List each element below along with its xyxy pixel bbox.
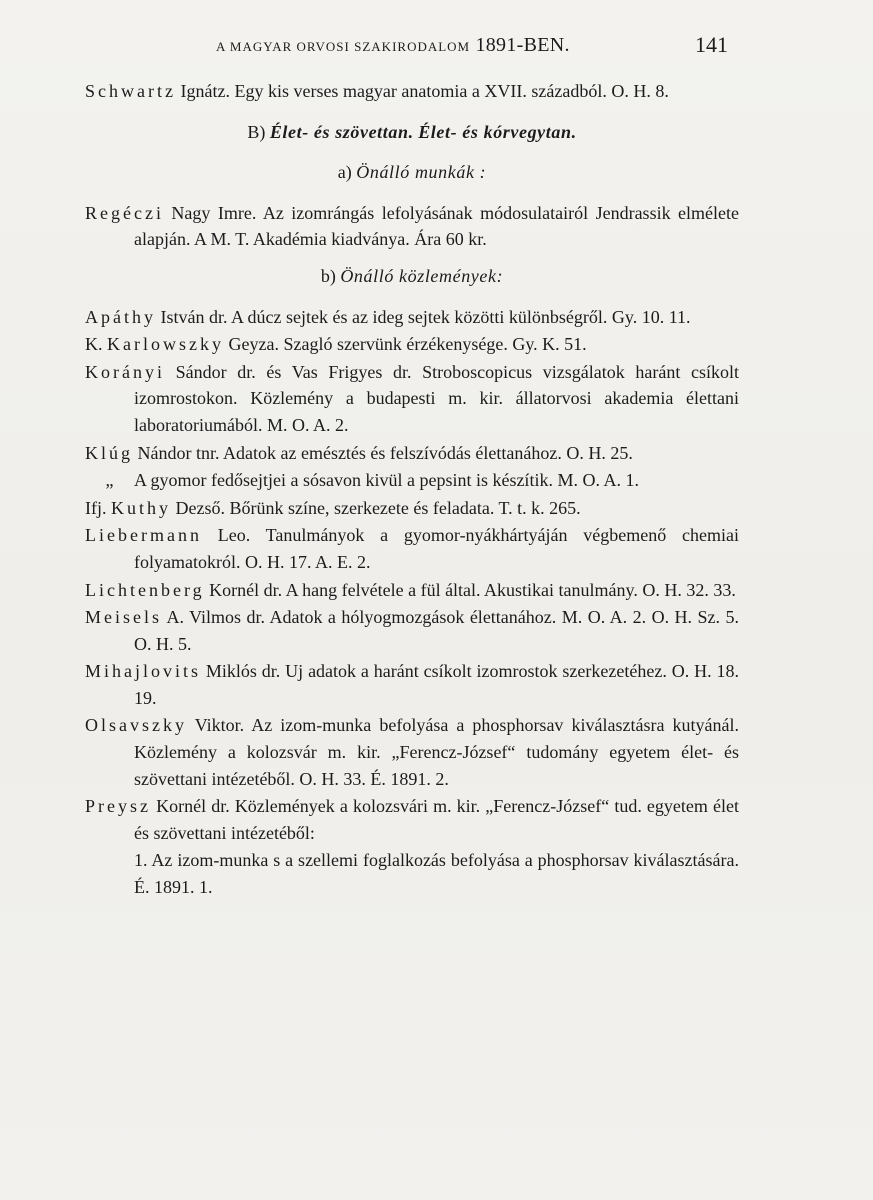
section-letter: B) (247, 121, 266, 142)
subsection-heading (85, 263, 739, 290)
entry-text: Nándor tnr. Adatok az emésztés és felszívódás élettanához. O. H. 25. (133, 442, 633, 463)
page-body (85, 78, 739, 901)
entry-author: Klúg (85, 442, 133, 463)
entry-text: Ignátz. Egy kis verses magyar anatomia a XVII. századból. O. H. 8. (175, 81, 669, 101)
section-title-a: Élet- és szövettan. (269, 121, 414, 142)
entry-author: Karlowszky (107, 334, 224, 355)
bibliography-entry (85, 440, 739, 467)
bibliography-entry (85, 495, 739, 522)
entry-prefix: Ifj. (85, 497, 111, 518)
bibliography-entry (85, 522, 739, 575)
bibliography-entry (85, 793, 739, 846)
entry-text: Miklós dr. Uj adatok a haránt csíkolt izomrostok szerkezetéhez. O. H. 18. 19. (134, 661, 739, 708)
entry-prefix: K. (85, 334, 107, 355)
entry-author: Mihajlovits (85, 661, 202, 682)
entry-text: A. Vilmos dr. Adatok a hólyogmozgások élettanához. M. O. A. 2. O. H. Sz. 5. O. H. 5. (134, 607, 739, 654)
entry-text: Viktor. Az izom-munka befolyása a phosphorsav kiválasztásra kutyánál. Közlemény a kolozsvár m. kir. „Ferencz-József“ tudomány egyetem élet- és szövettani intézetéből. O. H. 33. É. 1891. 2. (134, 715, 739, 789)
entry-author: Lichtenberg (85, 579, 205, 600)
entry-author: Preysz (85, 796, 151, 817)
entry-text: Sándor dr. és Vas Frigyes dr. Stroboscopicus vizsgálatok haránt csíkolt izomrostokon. Közlemény a budapesti m. kir. állatorvosi akademia élettani laboratoriumából. M. O. A. 2. (134, 361, 739, 435)
entry-author: Meisels (85, 607, 162, 628)
entry-text: Geyza. Szagló szervünk érzékenysége. Gy. K. 51. (223, 334, 587, 355)
entry-author: Liebermann (85, 525, 202, 546)
entry-text: Kornél dr. A hang felvétele a fül által. Akustikai tanulmány. O. H. 32. 33. (204, 579, 736, 600)
entry-text: Dezső. Bőrünk színe, szerkezete és feladata. T. t. k. 265. (171, 497, 581, 518)
running-head-year: 1891-BEN. (475, 34, 570, 56)
section-title-b: Élet- és kórvegytan. (418, 121, 577, 142)
bibliography-entry (85, 658, 739, 711)
entry-text: István dr. A dúcz sejtek és az ideg sejtek közötti különbségről. Gy. 10. 11. (156, 306, 691, 327)
running-head (216, 34, 570, 57)
entry-author: Regéczi (85, 202, 164, 223)
page-header (0, 28, 873, 68)
entry-text: Kornél dr. Közlemények a kolozsvári m. kir. „Ferencz-József“ tud. egyetem élet és szövettani intézetéből: (134, 796, 739, 843)
bibliography-entry (85, 200, 739, 253)
bibliography-entry (85, 604, 739, 657)
entry-author: Olsavszky (85, 715, 187, 736)
subsection-title: Önálló közlemények: (340, 265, 504, 286)
subsection-heading (85, 159, 739, 186)
page-number: 141 (695, 32, 728, 57)
entry-author: Korányi (85, 361, 165, 382)
bibliography-entry (85, 467, 739, 494)
subsection-letter: b) (320, 265, 336, 286)
ditto-mark: „ (105, 470, 114, 491)
entry-text: A gyomor fedősejtjei a sósavon kivül a pepsint is készítik. M. O. A. 1. (134, 470, 639, 491)
entry-text: Leo. Tanulmányok a gyomor-nyákhártyáján végbemenő chemiai folyamatokról. O. H. 17. A. E. 2. (134, 525, 739, 572)
bibliography-entry (85, 78, 739, 105)
subsection-title: Önálló munkák : (356, 162, 487, 183)
subsection-letter: a) (337, 162, 352, 183)
section-heading (85, 119, 739, 146)
entry-author: Kuthy (111, 497, 171, 518)
bibliography-entry (85, 712, 739, 792)
bibliography-entry (85, 577, 739, 604)
bibliography-entry (85, 304, 739, 331)
bibliography-entry (85, 359, 739, 439)
entry-author: Apáthy (85, 306, 156, 327)
entry-text: Nagy Imre. Az izomrángás lefolyásának módosulatairól Jendrassik elmélete alapján. A M. T. Akadémia kiadványa. Ára 60 kr. (134, 202, 739, 250)
sub-list-item: 1. Az izom-munka s a szellemi foglalkozás befolyása a phosphorsav kiválasztására. É. 1891. 1. (134, 850, 739, 898)
bibliography-entry (85, 331, 739, 358)
entry-author: Schwartz (85, 81, 176, 101)
running-head-title: A MAGYAR ORVOSI SZAKIRODALOM (216, 39, 471, 54)
